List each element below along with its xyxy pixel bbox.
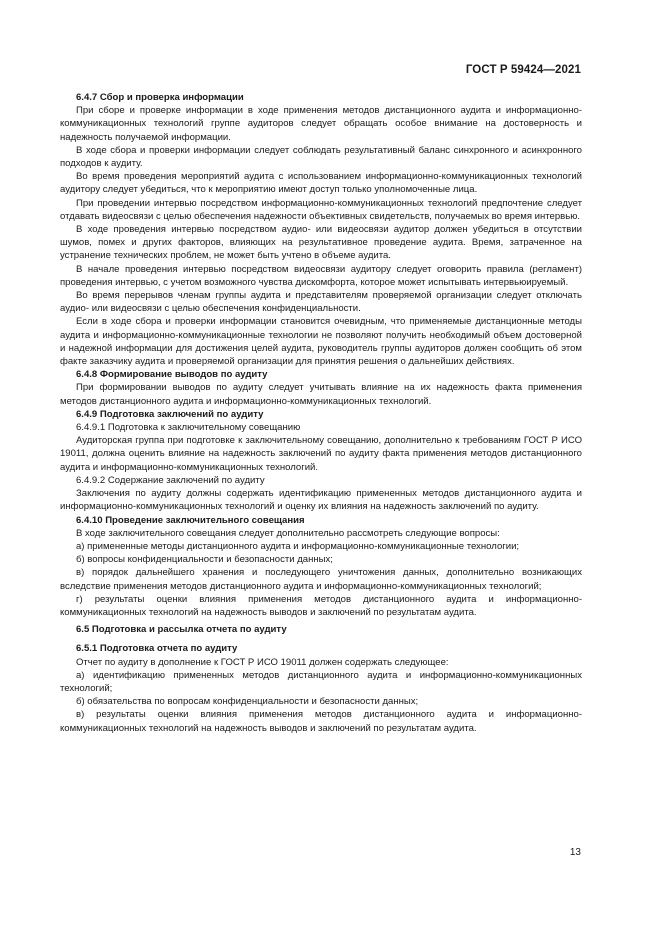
subsection-heading-6-4-9-2: 6.4.9.2 Содержание заключений по аудиту <box>76 474 265 486</box>
list-item: в) порядок дальнейшего хранения и последующего уничтожения данных, дополнительно возникающих вследствие применения методов дистанционного аудита и информационно-коммуникационных технологий; <box>60 567 582 592</box>
paragraph: При формировании выводов по аудиту следует учитывать влияние на их надежность факта применения методов дистанционного аудита и информационно-коммуникационных технологий. <box>60 382 582 407</box>
paragraph: Во время перерывов членам группы аудита и представителям проверяемой организации следует отключать аудио- или видеосвязи с целью обеспечения конфиденциальности. <box>60 290 582 315</box>
section-heading-6-5-1: 6.5.1 Подготовка отчета по аудиту <box>76 643 238 655</box>
list-item: б) вопросы конфиденциальности и безопасности данных; <box>76 554 333 566</box>
subsection-heading-6-4-9-1: 6.4.9.1 Подготовка к заключительному совещанию <box>76 422 301 434</box>
paragraph: При сборе и проверке информации в ходе применения методов дистанционного аудита и информационно-коммуникационных технологий группе аудиторов следует обращать особое внимание на достоверность и надежность получаемой информации. <box>60 105 582 143</box>
list-item: а) примененные методы дистанционного аудита и информационно-коммуникационные технологии; <box>76 540 520 552</box>
paragraph: Аудиторская группа при подготовке к заключительному совещанию, дополнительно к требованиям ГОСТ Р ИСО 19011, должна оценить влияние на надежность заключений по аудиту факта применения методов дистанционного аудита и информационно-коммуникационных технологий. <box>60 435 582 473</box>
section-heading-6-4-9: 6.4.9 Подготовка заключений по аудиту <box>76 408 264 420</box>
list-item: б) обязательства по вопросам конфиденциальности и безопасности данных; <box>76 696 419 708</box>
section-heading-6-5: 6.5 Подготовка и рассылка отчета по аудиту <box>76 624 287 636</box>
paragraph: В ходе сбора и проверки информации следует соблюдать результативный баланс синхронного и асинхронного подходов к аудиту. <box>60 144 582 170</box>
list-item: а) идентификацию примененных методов дистанционного аудита и информационно-коммуникационных технологий; <box>60 669 582 694</box>
section-heading-6-4-7: 6.4.7 Сбор и проверка информации <box>76 92 244 103</box>
paragraph: Отчет по аудиту в дополнение к ГОСТ Р ИСО 19011 должен содержать следующее: <box>76 656 449 668</box>
list-item: в) результаты оценки влияния применения методов дистанционного аудита и информационно-коммуникационных технологий на надежность выводов и заключений по результатам аудита. <box>60 709 582 734</box>
paragraph: В ходе проведения интервью посредством аудио- или видеосвязи аудитор должен убедиться в отсутствии шумов, помех и других факторов, влияющих на результативное проведение аудита. Время, затраченное на устранение технических проблем, не может быть учтено в объеме аудита. <box>60 224 582 262</box>
section-heading-6-4-10: 6.4.10 Проведение заключительного совещания <box>76 514 305 526</box>
paragraph: Если в ходе сбора и проверки информации становится очевидным, что применяемые дистанционные методы аудита и информационно-коммуникационные технологии не позволяют получить необходимый объем достоверной и надежной информации для достижения целей аудита, руководитель группы аудиторов должен сообщить об этом факте заказчику аудита и проверяемой организации для принятия решения о дальнейших действиях. <box>60 316 582 368</box>
paragraph: В начале проведения интервью посредством видеосвязи аудитору следует оговорить правила (регламент) проведения интервью, с учетом возможного чувства дискомфорта, которое может испытывать интервьюируемый. <box>60 263 582 288</box>
document-body <box>60 91 582 735</box>
paragraph: При проведении интервью посредством информационно-коммуникационных технологий предпочтение следует отдавать видеосвязи с целью обеспечения надежности объективных свидетельств, получаемых во время интервью. <box>60 197 582 222</box>
standard-number: ГОСТ Р 59424—2021 <box>465 64 581 76</box>
section-heading-6-4-8: 6.4.8 Формирование выводов по аудиту <box>76 369 268 381</box>
page-number: 13 <box>569 847 581 858</box>
list-item: г) результаты оценки влияния применения методов дистанционного аудита и информационно-коммуникационных технологий на надежность выводов и заключений по результатам аудита. <box>60 593 582 618</box>
paragraph: Во время проведения мероприятий аудита с использованием информационно-коммуникационных технологий аудитору следует убедиться, что к мероприятию имеют доступ только уполномоченные лица. <box>60 171 582 196</box>
paragraph: В ходе заключительного совещания следует дополнительно рассмотреть следующие вопросы: <box>76 527 500 539</box>
paragraph: Заключения по аудиту должны содержать идентификацию примененных методов дистанционного аудита и информационно-коммуникационных технологий и оценку их влияния на надежность заключений по аудиту. <box>60 488 582 513</box>
